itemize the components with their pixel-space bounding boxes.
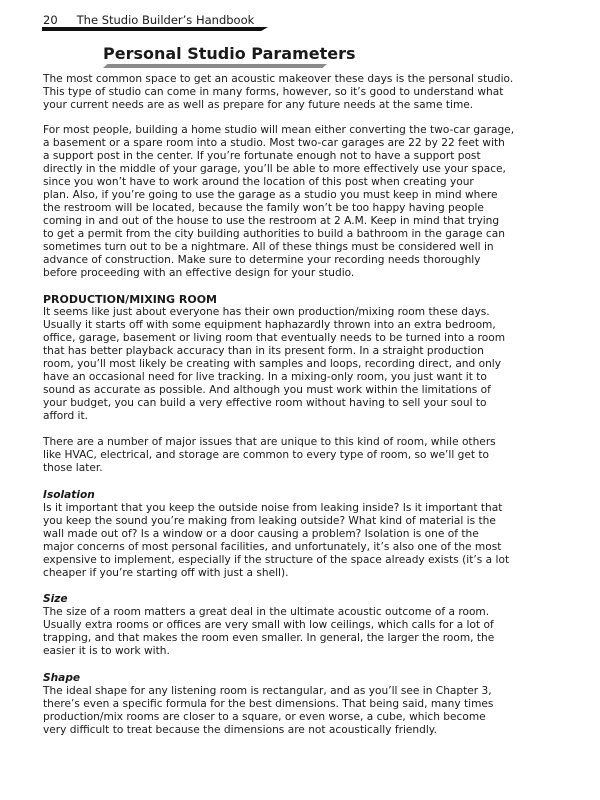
text-line: production/mix rooms are closer to a square, or even worse, a cube, which become: [43, 711, 486, 723]
text-line: have an occasional need for live tracking. In a mixing-only room, you just want it to: [43, 371, 487, 383]
title-rule: [103, 64, 327, 68]
text-line: to get a permit from the city building authorities to build a bathroom in the garage can: [43, 228, 505, 240]
text-line: advance of construction. Make sure to determine your recording needs thoroughly: [43, 254, 481, 266]
paragraph-isolation: [43, 502, 509, 580]
heading-size: [43, 593, 68, 606]
header-rule: [42, 27, 268, 31]
text-line: office, garage, basement or living room that eventually needs to be turned into a room: [43, 332, 506, 344]
running-header: [43, 13, 254, 27]
text-line: that has better playback accuracy than in its present form. In a straight production: [43, 345, 484, 357]
book-title: The Studio Builder’s Handbook: [76, 13, 255, 27]
text-line: those later.: [43, 462, 103, 474]
text-line: Size: [43, 593, 68, 605]
section-title: Personal Studio Parameters: [103, 44, 356, 63]
text-line: The ideal shape for any listening room is rectangular, and as you’ll see in Chapter 3,: [43, 685, 492, 697]
text-line: a support post in the center. If you’re fortunate enough not to have a support post: [43, 150, 481, 162]
text-line: This type of studio can come in many forms, however, so it’s good to understand what: [43, 86, 504, 98]
text-line: It seems like just about everyone has their own production/mixing room these days.: [43, 306, 490, 318]
text-line: wall made out of? Is a window or a door causing a problem? Isolation is one of the: [43, 528, 479, 540]
text-line: since you won’t have to work around the location of this post when creating your: [43, 176, 474, 188]
paragraph-intro: [43, 73, 513, 112]
text-line: before proceeding with an effective design for your studio.: [43, 267, 355, 279]
text-line: sometimes turn out to be a nightmare. All of these things must be considered well in: [43, 241, 494, 253]
text-line: a basement or a spare room into a studio. Most two-car garages are 22 by 22 feet with: [43, 137, 505, 149]
text-line: you keep the sound you’re making from leaking outside? What kind of material is the: [43, 515, 496, 527]
text-line: directly in the middle of your garage, you’ll be able to more effectively use your space,: [43, 163, 506, 175]
paragraph-production-room: [43, 306, 505, 423]
text-line: For most people, building a home studio will mean either converting the two-car garage,: [43, 124, 515, 136]
heading-production-mixing-room: [43, 293, 217, 306]
text-line: There are a number of major issues that are unique to this kind of room, while others: [43, 436, 496, 448]
paragraph-major-issues: [43, 436, 496, 475]
text-line: coming in and out of the house to use the restroom at 2 A.M. Keep in mind that trying: [43, 215, 500, 227]
text-line: there’s even a specific formula for the best dimensions. That being said, many times: [43, 698, 494, 710]
text-line: Isolation: [43, 489, 95, 501]
paragraph-size: [43, 606, 494, 658]
text-line: The most common space to get an acoustic makeover these days is the personal studio.: [43, 73, 514, 85]
text-line: Usually it starts off with some equipment haphazardly thrown into an extra bedroom,: [43, 319, 496, 331]
text-line: afford it.: [43, 410, 88, 422]
text-line: easier it is to work with.: [43, 645, 170, 657]
text-line: the restroom will be located, because the family won’t be too happy having people: [43, 202, 484, 214]
text-line: like HVAC, electrical, and storage are common to every type of room, so we’ll get to: [43, 449, 490, 461]
paragraph-shape: [43, 685, 493, 737]
heading-shape: [43, 672, 80, 685]
text-line: PRODUCTION/MIXING ROOM: [43, 293, 217, 306]
text-line: The size of a room matters a great deal in the ultimate acoustic outcome of a room.: [43, 606, 490, 618]
text-line: plan. Also, if you’re going to use the garage as a studio you must keep in mind where: [43, 189, 498, 201]
text-line: major concerns of most personal facilities, and unfortunately, it’s also one of the most: [43, 541, 502, 553]
text-line: Is it important that you keep the outside noise from leaking inside? Is it important that: [43, 502, 503, 514]
text-line: your current needs are as well as prepare for any future needs at the same time.: [43, 99, 474, 111]
page-number: 20: [43, 13, 58, 27]
paragraph-home-studio: [43, 124, 514, 280]
text-line: room, you’ll most likely be creating with samples and loops, recording direct, and only: [43, 358, 502, 370]
heading-isolation: [43, 489, 95, 502]
text-line: trapping, and that makes the room even smaller. In general, the larger the room, the: [43, 632, 495, 644]
text-line: very difficult to treat because the dimensions are not acoustically friendly.: [43, 724, 437, 736]
text-line: expensive to implement, especially if the structure of the space already exists (it’s a lot: [43, 554, 510, 566]
text-line: Shape: [43, 672, 81, 684]
text-line: your budget, you can build a very effective room without having to sell your soul to: [43, 397, 487, 409]
text-line: Usually extra rooms or offices are very small with low ceilings, which calls for a lot of: [43, 619, 494, 631]
text-line: sound as accurate as possible. And although you must work within the limitations of: [43, 384, 491, 396]
text-line: cheaper if you’re starting off with just a shell).: [43, 567, 289, 579]
